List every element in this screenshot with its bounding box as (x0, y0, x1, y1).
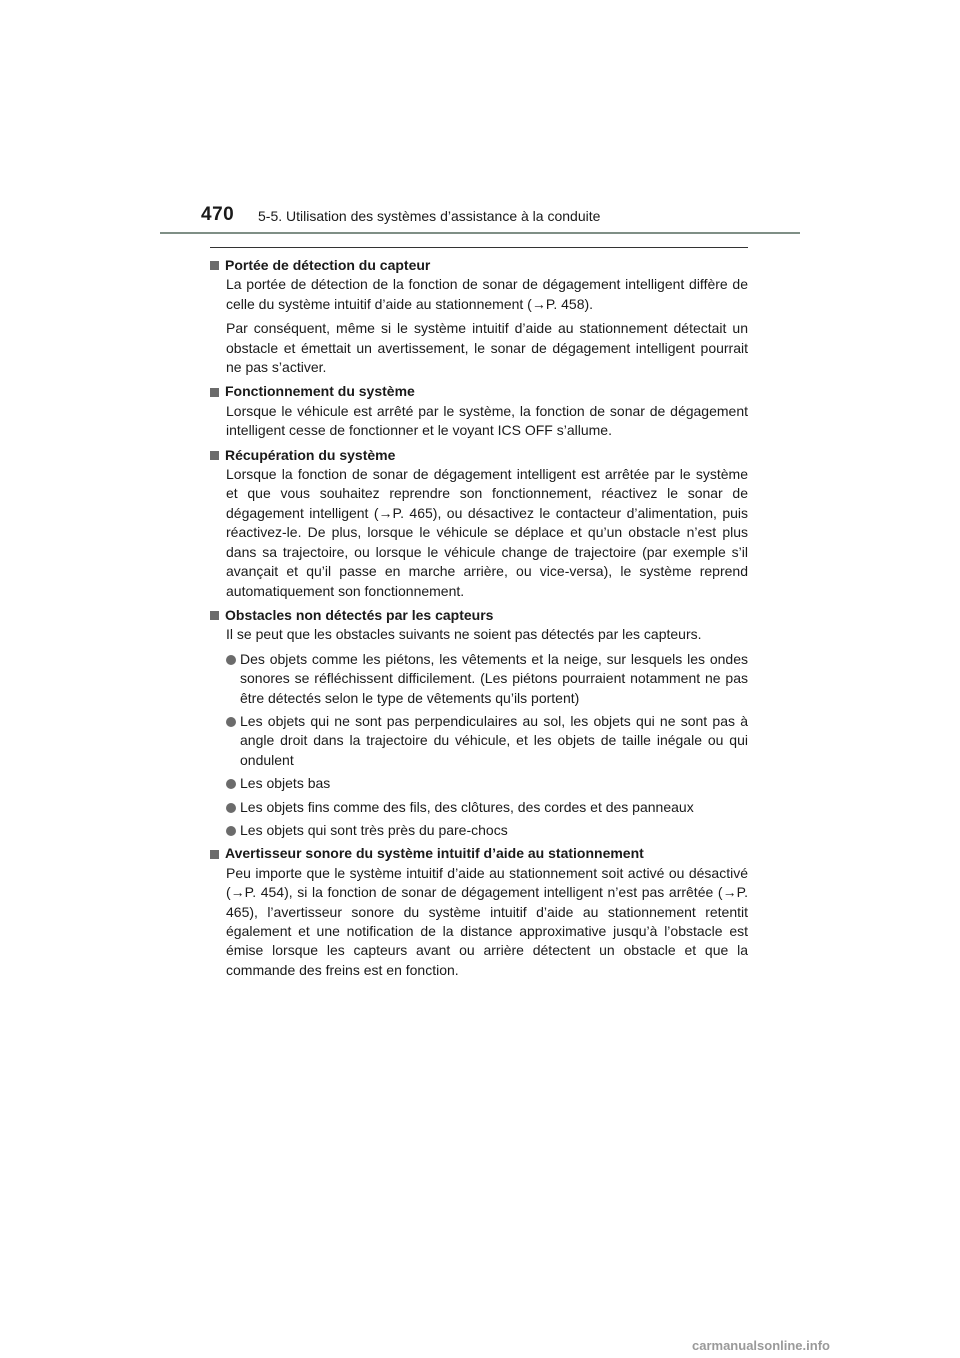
list-item (226, 798, 748, 817)
square-bullet-icon (210, 611, 219, 620)
section-heading (210, 844, 748, 863)
list-item-text: Les objets qui sont très près du pare-chocs (240, 821, 508, 838)
content-body (210, 256, 748, 985)
section-heading-text: Avertisseur sonore du système intuitif d’aide au stationnement (225, 845, 644, 862)
section-heading-text: Portée de détection du capteur (225, 257, 431, 273)
section-heading (210, 446, 748, 465)
section-system-operation (210, 382, 748, 440)
section-detection-range (210, 256, 748, 377)
section-heading-text: Fonctionnement du système (225, 383, 415, 400)
paragraph: Par conséquent, même si le système intuitif d’aide au stationnement détectait un obstacle et émettait un avertissement, le sonar de dégagement intelligent pourrait ne pas s’activer. (226, 320, 748, 376)
section-title: 5-5. Utilisation des systèmes d’assistance à la conduite (258, 208, 601, 224)
paragraph: La portée de détection de la fonction de sonar de dégagement intelligent diffère de celle du système intuitif d’aide au stationnement (→P. 458). (226, 276, 748, 312)
watermark: carmanualsonline.info (692, 1338, 830, 1353)
list-item (226, 774, 748, 793)
paragraph: Peu importe que le système intuitif d’aide au stationnement soit activé ou désactivé (→P. 454), si la fonction de sonar de dégagement intelligent n’est pas arrêtée (→P. 465), l’avertisseur sonore du système intuitif d’aide au stationnement retentit également et une notification de la distance approximative jusqu’à l’obstacle est émise lorsque les capteurs avant ou arrière détectent un obstacle et que la commande des freins est en fonction. (226, 864, 748, 978)
paragraph: Il se peut que les obstacles suivants ne soient pas détectés par les capteurs. (226, 626, 702, 643)
section-system-recovery (210, 446, 748, 601)
section-heading-text: Obstacles non détectés par les capteurs (225, 606, 494, 623)
round-bullet-icon (226, 717, 236, 727)
square-bullet-icon (210, 451, 219, 460)
page-number: 470 (201, 204, 235, 225)
section-heading (210, 606, 748, 625)
list-item-text: Des objets comme les piétons, les vêtements et la neige, sur lesquels les ondes sonores se réfléchissent difficilement. (Les piétons pourraient notamment ne pas être détectés selon le type de vêtements qu’ils portent) (240, 650, 748, 706)
section-heading (210, 256, 748, 275)
square-bullet-icon (210, 388, 219, 397)
paragraph: Lorsque le véhicule est arrêté par le système, la fonction de sonar de dégagement intelligent cesse de fonctionner et le voyant ICS OFF s’allume. (226, 402, 748, 439)
list-item-text: Les objets qui ne sont pas perpendiculaires au sol, les objets qui ne sont pas à angle droit dans la trajectoire du véhicule, et les objets de taille inégale ou qui ondulent (240, 712, 748, 768)
round-bullet-icon (226, 655, 236, 665)
section-heading-text: Récupération du système (225, 446, 396, 463)
section-heading (210, 382, 748, 401)
square-bullet-icon (210, 850, 219, 859)
list-item (226, 650, 748, 708)
square-bullet-icon (210, 261, 219, 270)
list-item (226, 821, 748, 840)
list-item-text: Les objets fins comme des fils, des clôtures, des cordes et des panneaux (240, 798, 694, 815)
round-bullet-icon (226, 826, 236, 836)
section-parking-assist-buzzer (210, 844, 748, 980)
content-divider (210, 247, 748, 248)
list-item-text: Les objets bas (240, 775, 331, 792)
section-undetected-obstacles (210, 606, 748, 840)
list-item (226, 712, 748, 770)
header-divider (160, 232, 800, 234)
paragraph: Lorsque la fonction de sonar de dégagement intelligent est arrêtée par le système et que vous souhaitez reprendre son fonctionnement, réactivez le sonar de dégagement intelligent (→P. 465), ou désactivez le contacteur d’alimentation, puis réactivez-le. De plus, lorsque le véhicule se déplace et qu’un obstacle n’est plus dans sa trajectoire, ou lorsque le véhicule change de trajectoire (par exemple s’il avançait et qu’il passe en marche arrière, ou vice-versa), le système reprend automatiquement son fonctionnement. (226, 466, 748, 599)
round-bullet-icon (226, 803, 236, 813)
round-bullet-icon (226, 779, 236, 789)
